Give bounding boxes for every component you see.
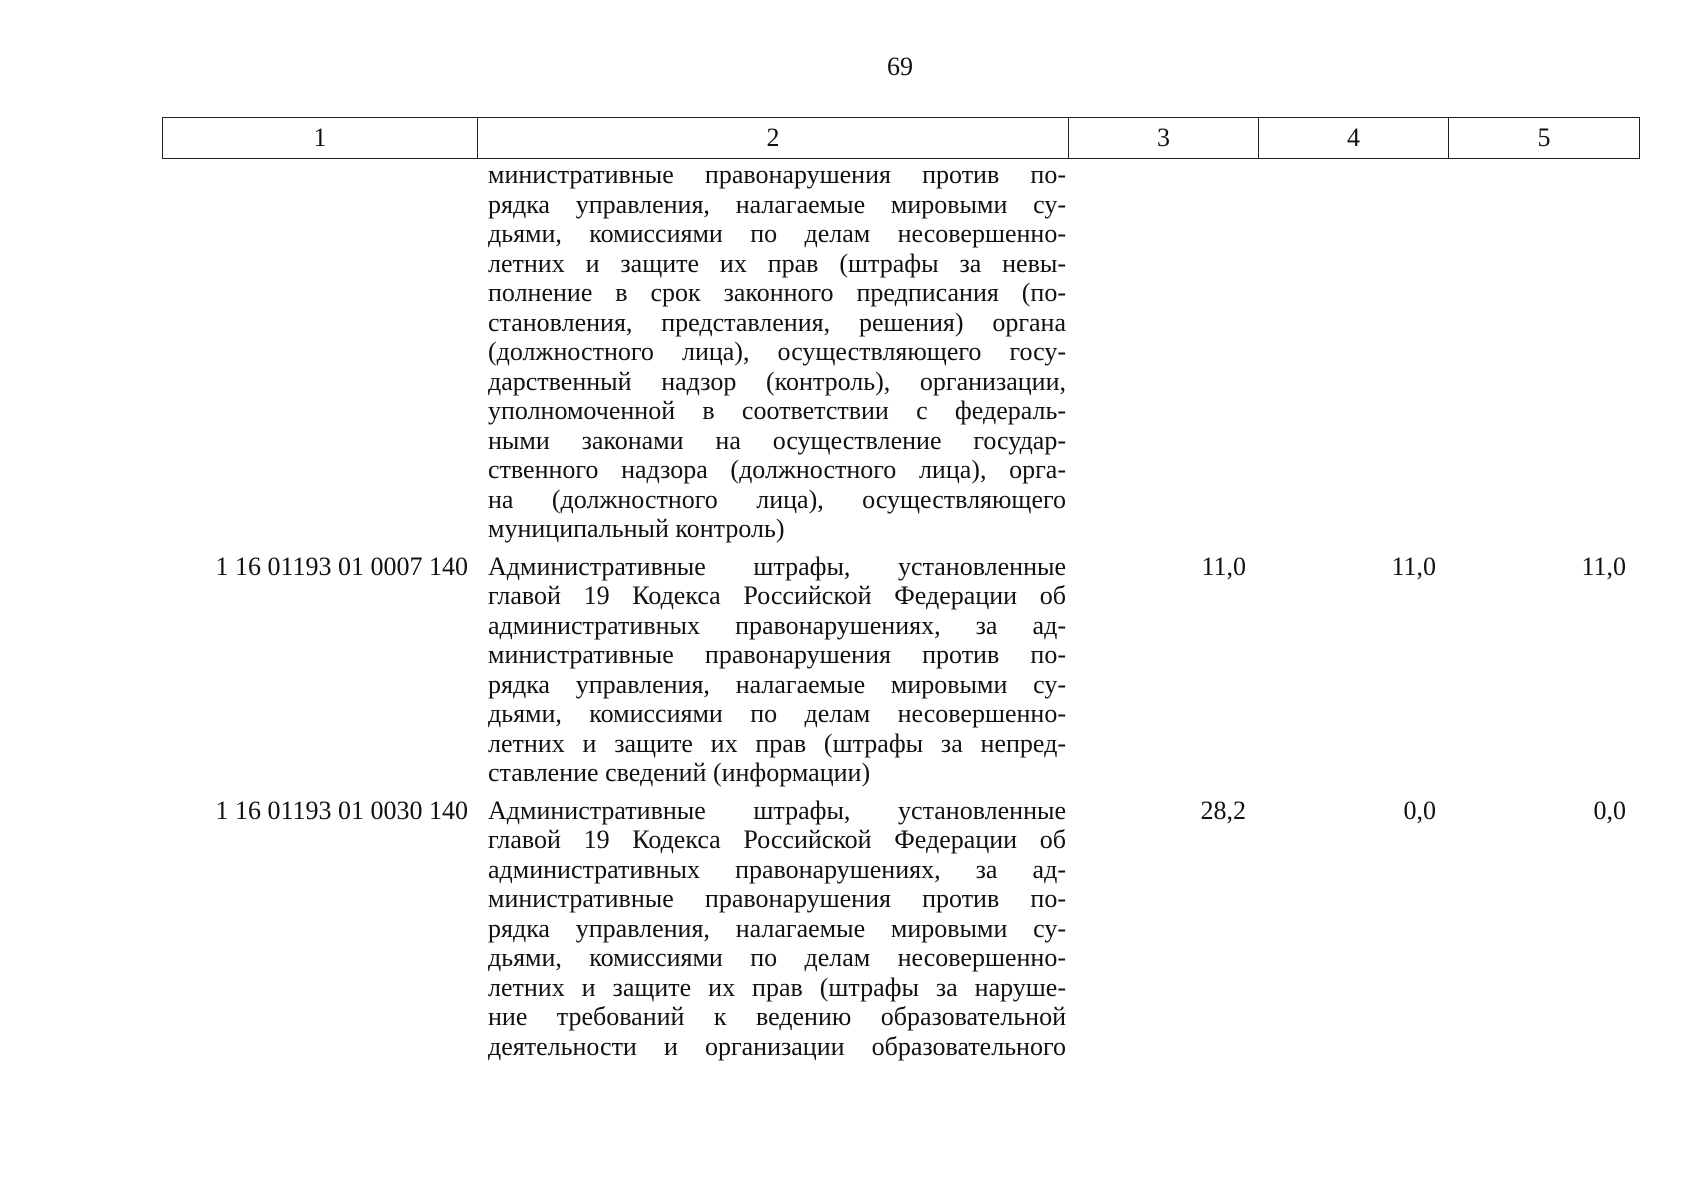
row-description (488, 796, 1066, 1062)
text-line: (должностного лица), осуществляющего госу- (488, 337, 1066, 366)
table-row (162, 552, 1642, 788)
text-line: летних и защите их прав (штрафы за невы- (488, 248, 1066, 278)
text-line: Административные штрафы, установленные (488, 795, 1066, 825)
row-description (488, 552, 1066, 788)
text-line: деятельности и организации образовательного (488, 1031, 1066, 1061)
text-line: на (должностного лица), осуществляющего (488, 484, 1066, 514)
text-line: ставление сведений (информации) (488, 758, 871, 787)
table-header (162, 117, 1640, 159)
text-line: министративные правонарушения против по- (488, 640, 1066, 669)
text-line: летних и защите их прав (штрафы за непред- (488, 728, 1066, 758)
table-body (162, 160, 1642, 1061)
text-line: летних и защите их прав (штрафы за наруше- (488, 972, 1066, 1002)
text-line: административных правонарушениях, за ад- (488, 610, 1066, 640)
text-line: ными законами на осуществление государ- (488, 425, 1066, 455)
continuation-description (488, 160, 1066, 544)
text-line: дьями, комиссиями по делам несовершенно- (488, 943, 1066, 972)
value-col5: 0,0 (1593, 795, 1626, 825)
text-line: административных правонарушениях, за ад- (488, 854, 1066, 884)
text-line: дарственный надзор (контроль), организации, (488, 366, 1066, 396)
text-line: дьями, комиссиями по делам несовершенно- (488, 699, 1066, 728)
budget-code: 1 16 01193 01 0007 140 (215, 551, 468, 581)
header-row (163, 118, 1640, 159)
value-col3: 11,0 (1201, 551, 1246, 581)
text-line: министративные правонарушения против по- (488, 884, 1066, 913)
text-line: дьями, комиссиями по делам несовершенно- (488, 219, 1066, 248)
text-line: ние требований к ведению образовательной (488, 1002, 1066, 1031)
text-line: рядка управления, налагаемые мировыми су- (488, 189, 1066, 219)
header-cell-year1: 3 (1069, 118, 1259, 159)
header-cell-year2: 4 (1259, 118, 1449, 159)
text-line: рядка управления, налагаемые мировыми су- (488, 669, 1066, 699)
text-line: главой 19 Кодекса Российской Федерации об (488, 825, 1066, 854)
text-line: главой 19 Кодекса Российской Федерации об (488, 581, 1066, 610)
budget-code: 1 16 01193 01 0030 140 (215, 795, 468, 825)
text-line: Административные штрафы, установленные (488, 551, 1066, 581)
page-number: 69 (887, 52, 913, 81)
value-col5: 11,0 (1581, 551, 1626, 581)
value-col4: 0,0 (1403, 795, 1436, 825)
text-line: полнение в срок законного предписания (по- (488, 278, 1066, 307)
text-line: уполномоченной в соответствии с федераль- (488, 396, 1066, 425)
table-row (162, 796, 1642, 1062)
value-col4: 11,0 (1391, 551, 1436, 581)
text-line: министративные правонарушения против по- (488, 160, 1066, 189)
header-cell-year3: 5 (1449, 118, 1640, 159)
value-col3: 28,2 (1200, 795, 1246, 825)
text-line: муниципальный контроль) (488, 514, 785, 543)
text-line: ственного надзора (должностного лица), орга- (488, 455, 1066, 484)
header-cell-description: 2 (478, 118, 1069, 159)
text-line: становления, представления, решения) органа (488, 307, 1066, 337)
text-line: рядка управления, налагаемые мировыми су- (488, 913, 1066, 943)
header-cell-code: 1 (163, 118, 478, 159)
